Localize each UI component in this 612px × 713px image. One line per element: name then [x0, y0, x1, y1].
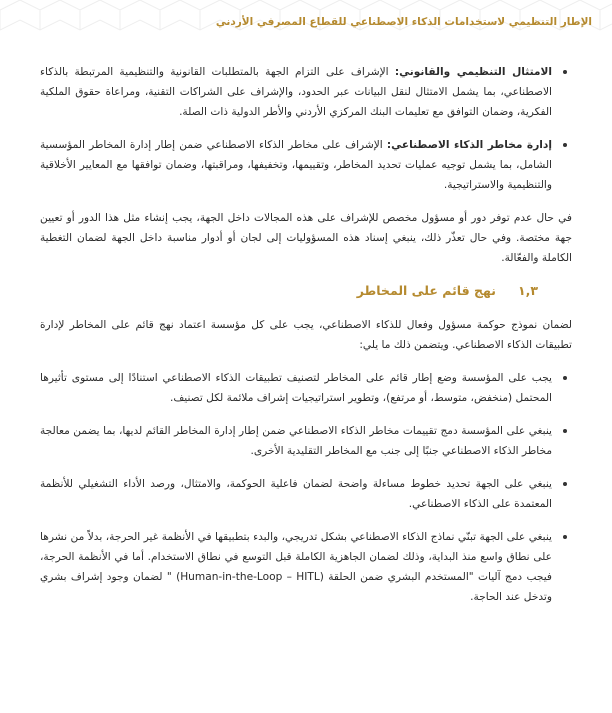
bullet-heading: الامتثال التنظيمي والقانوني:: [394, 66, 553, 78]
paragraph: في حال عدم توفر دور أو مسؤول مخصص للإشراف على هذه المجالات داخل الجهة، يجب إنشاء مثل هذا الدور أو تعيين جهة مختصة. وفي حال تعذّر ذلك، ينبغي إسناد هذه المسؤوليات إلى لجان أو أدوار مناسبة داخل الجهة لضمان التغطية الكاملة والفعّالة.: [40, 212, 572, 264]
bullet-item: يجب على المؤسسة وضع إطار قائم على المخاطر لتصنيف تطبيقات الذكاء الاصطناعي استنادًا إلى مستوى تأثيرها المحتمل (منخفض، متوسط، أو مرتفع)، وتطوير استراتيجيات إشراف ملائمة لكل تصنيف.: [40, 368, 572, 408]
bullet-item: ينبغي على الجهة تبنّي نماذج الذكاء الاصطناعي بشكل تدريجي، والبدء بتطبيقها في الأنظمة غير الحرجة، بدلاً من نشرها على نطاق واسع منذ البداية، وذلك لضمان الجاهزية الكاملة قبل التوسع في نطاق الاستخدام. أما في الأنظمة الحرجة، فيجب دمج آليات "المستخدم البشري ضمن الحلقة (Human-in-the-Loop – HITL) " لضمان وجود إشراف بشري وتدخل عند الحاجة.: [40, 527, 572, 607]
bullet-item: ينبغي على المؤسسة دمج تقييمات مخاطر الذكاء الاصطناعي ضمن إطار إدارة المخاطر القائم لديها، بما يضمن معالجة مخاطر الذكاء الاصطناعي جنبًا إلى جنب مع المخاطر التقليدية الأخرى.: [40, 421, 572, 461]
bullet-text: الإشراف على مخاطر الذكاء الاصطناعي ضمن إطار إدارة المخاطر المؤسسية الشامل، بما يشمل توجيه عمليات تحديد المخاطر، وتقييمها، وتخفيفها، ومراقبتها، وضمان توافقها مع المعايير الأخلاقية والتنظيمية والاستراتيجية.: [40, 139, 552, 191]
bullet-text: الإشراف على التزام الجهة بالمتطلبات القانونية والتنظيمية المرتبطة بالذكاء الاصطناعي، بما يشمل الامتثال لنقل البيانات عبر الحدود، والإشراف على الشراكات التقنية، ومراعاة حقوق الملكية الفكرية، وضمان التوافق مع تعليمات البنك المركزي الأردني والأطر الدولية ذات الصلة.: [40, 66, 552, 118]
section-number: ١,٣: [517, 283, 538, 298]
section-title: نهج قائم على المخاطر: [356, 283, 496, 298]
bullet-item: ينبغي على الجهة تحديد خطوط مساءلة واضحة لضمان فاعلية الحوكمة، والامتثال، ورصد الأداء التشغيلي للأنظمة المعتمدة على الذكاء الاصطناعي.: [40, 474, 572, 514]
bullet-item: [40, 135, 572, 195]
section-heading: [40, 281, 572, 301]
document-header-title: الإطار التنظيمي لاستخدامات الذكاء الاصطناعي للقطاع المصرفي الأردني: [215, 16, 592, 28]
paragraph: لضمان نموذج حوكمة مسؤول وفعال للذكاء الاصطناعي، يجب على كل مؤسسة اعتماد نهج قائم على المخاطر لإدارة تطبيقات الذكاء الاصطناعي. ويتضمن ذلك ما يلي:: [40, 319, 572, 351]
page-content: [40, 62, 572, 620]
bullet-item: [40, 62, 572, 122]
bullet-heading: إدارة مخاطر الذكاء الاصطناعي:: [386, 139, 552, 151]
